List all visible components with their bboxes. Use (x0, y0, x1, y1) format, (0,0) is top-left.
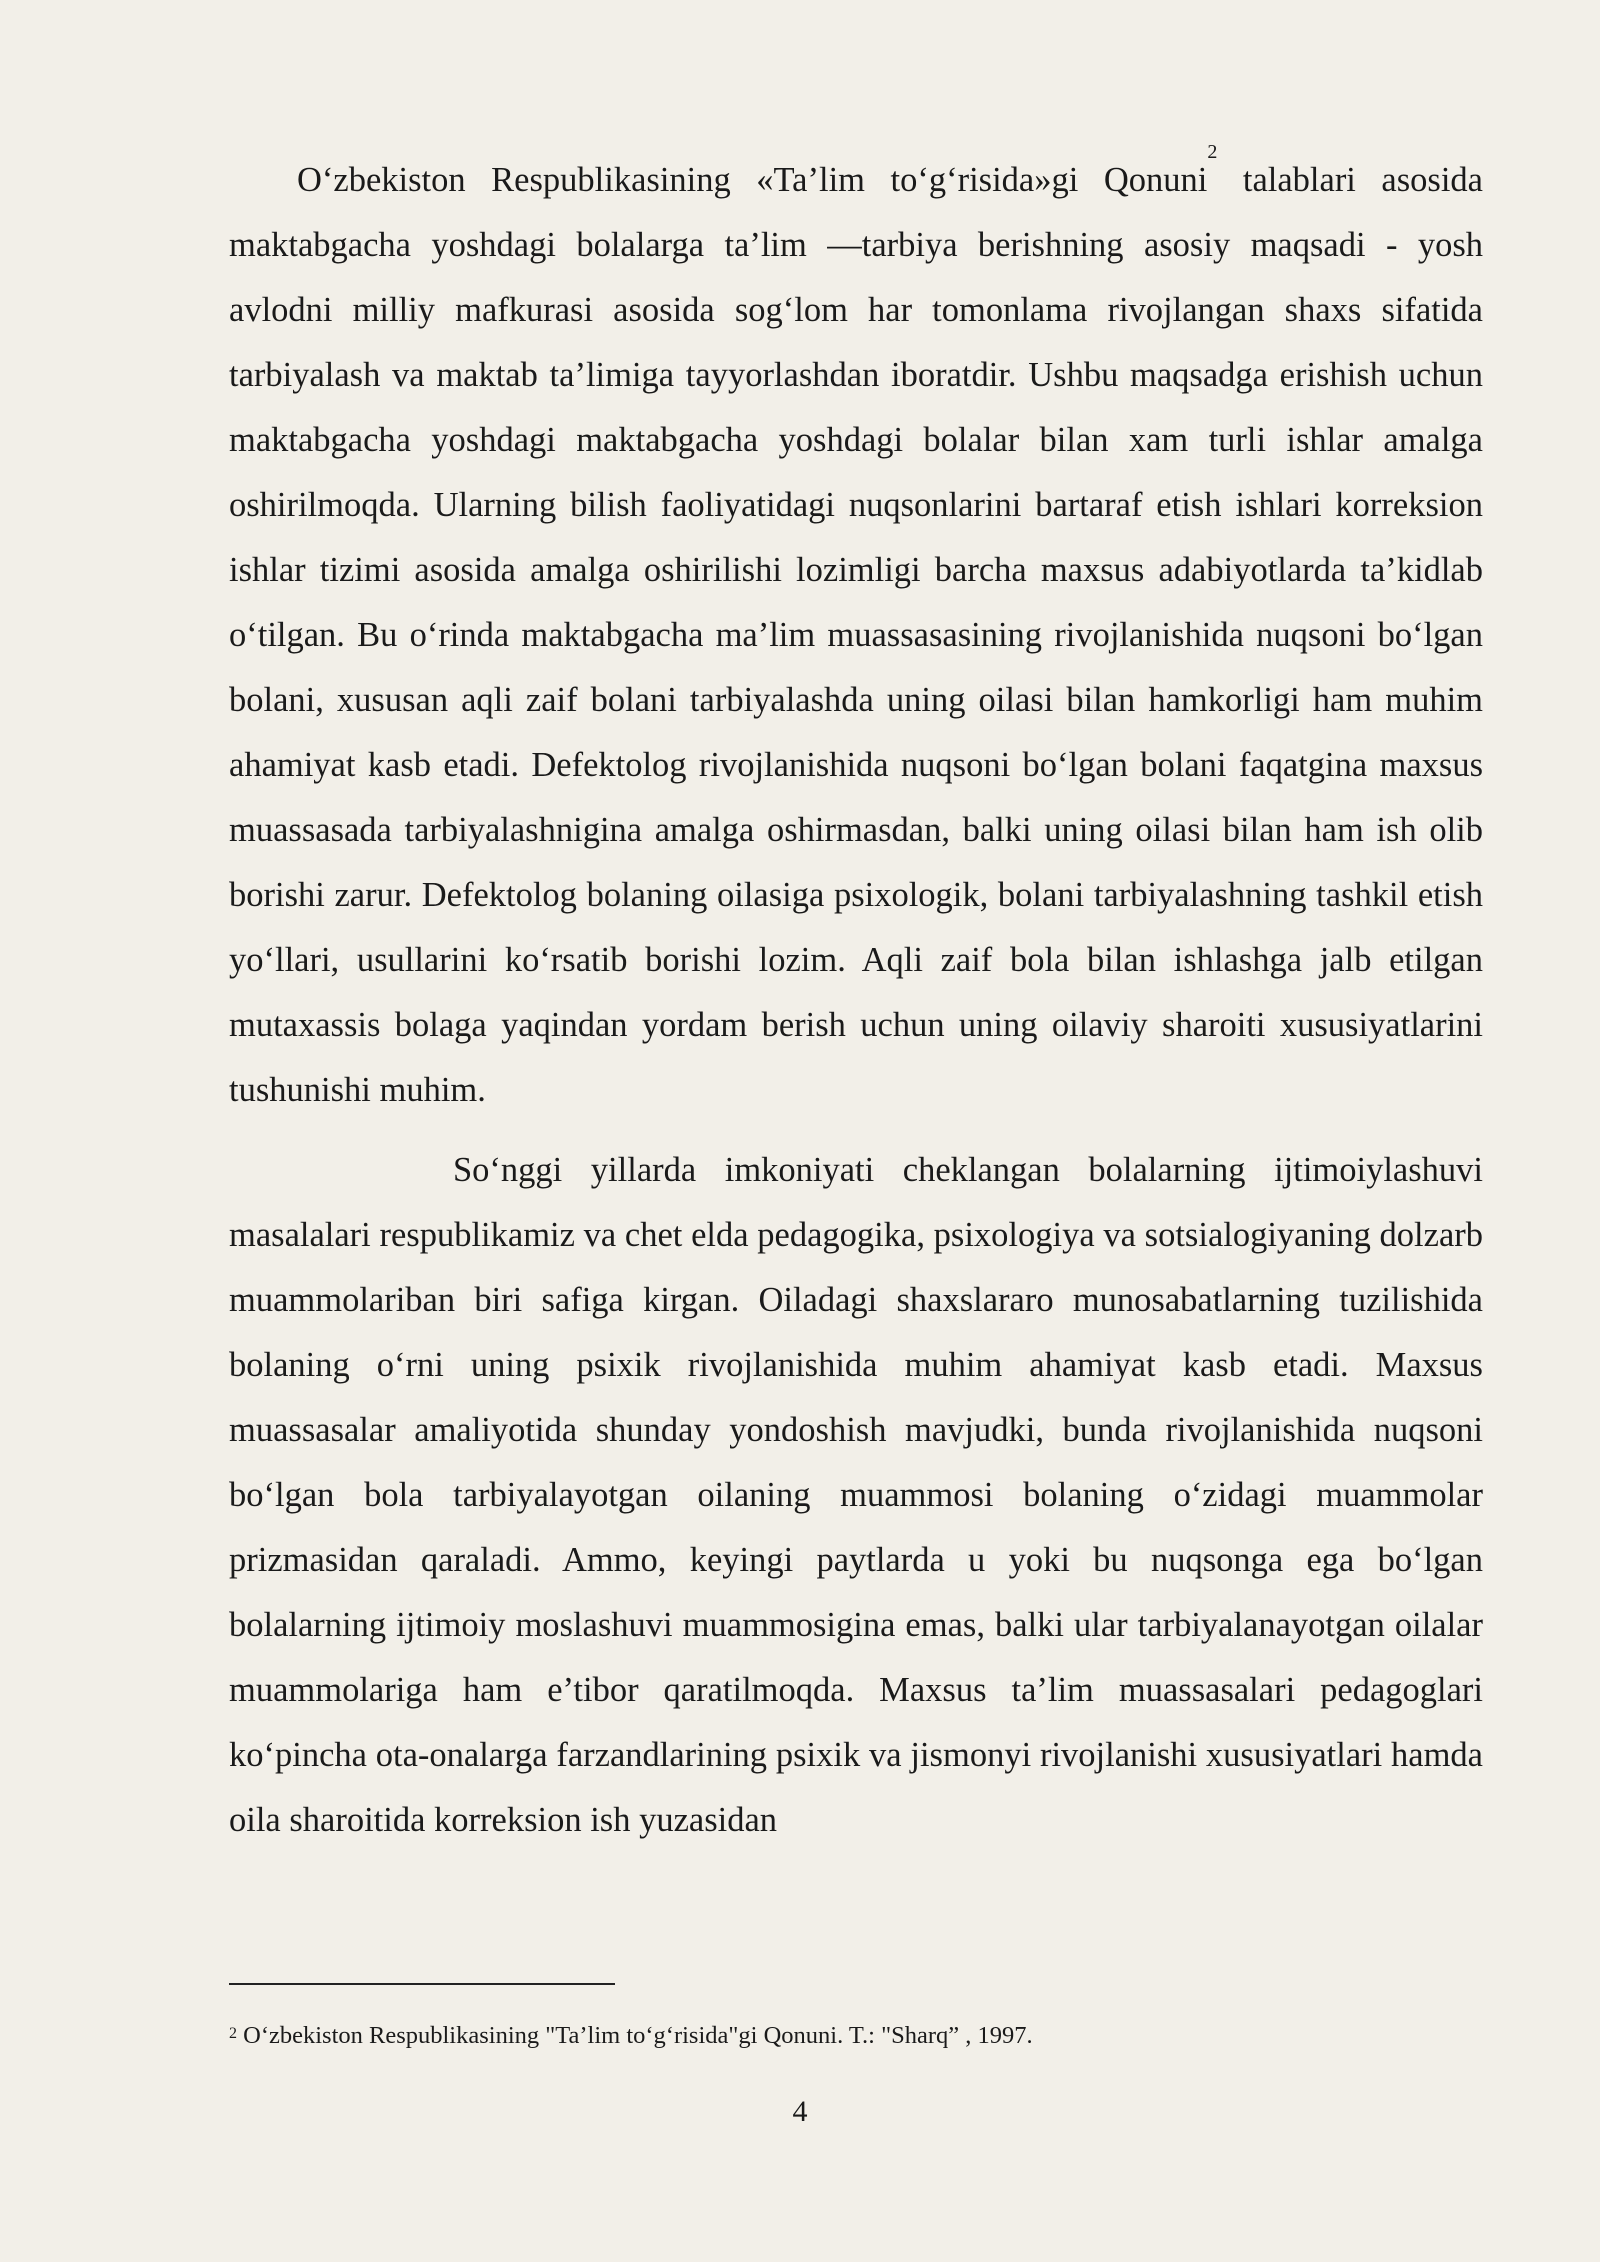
footnote (229, 2020, 1483, 2052)
paragraph-1-text-start: O‘zbekiston Respublikasining «Ta’lim to‘g‘risida»gi Qonuni (297, 161, 1208, 199)
page-number: 4 (792, 2095, 808, 2128)
footnote-separator (229, 1983, 615, 1985)
footnote-text: O‘zbekiston Respublikasining "Ta’lim to‘g‘risida"gi Qonuni. T.: "Sharq” , 1997. (237, 2022, 1033, 2049)
paragraph-1-text-rest: talablari asosida maktabgacha yoshdagi bolalarga ta’lim —tarbiya berishning asosiy maqsadi - yosh avlodni milliy mafkurasi asosida sog‘lom har tomonlama rivojlangan shaxs sifatida tarbiyalash va maktab ta’limiga tayyorlashdan iboratdir. Ushbu maqsadga erishish uchun maktabgacha yoshdagi maktabgacha yoshdagi bolalar bilan xam turli ishlar amalga oshirilmoqda. Ularning bilish faoliyatidagi nuqsonlarini bartaraf etish ishlari korreksion ishlar tizimi asosida amalga oshirilishi lozimligi barcha maxsus adabiyotlarda ta’kidlab o‘tilgan. Bu o‘rinda maktabgacha ma’lim muassasasining rivojlanishida nuqsoni bo‘lgan bolani, xususan aqli zaif bolani tarbiyalashda uning oilasi bilan hamkorligi ham muhim ahamiyat kasb etadi. Defektolog rivojlanishida nuqsoni bo‘lgan bolani faqatgina maxsus muassasada tarbiyalashnigina amalga oshirmasdan, balki uning oilasi bilan ham ish olib borishi zarur. Defektolog bolaning oilasiga psixologik, bolani tarbiyalashning tashkil etish yo‘llari, usullarini ko‘rsatib borishi lozim. Aqli zaif bola bilan ishlashga jalb etilgan mutaxassis bolaga yaqindan yordam berish uchun uning oilaviy sharoiti xususiyatlarini tushunishi muhim. (229, 161, 1483, 1109)
footnote-reference[interactable]: 2 (1207, 141, 1218, 163)
paragraph-2: So‘nggi yillarda imkoniyati cheklangan bolalarning ijtimoiylashuvi masalalari respublikamiz va chet elda pedagogika, psixologiya va sotsialogiyaning dolzarb muammolariban biri safiga kirgan. Oiladagi shaxslararo munosabatlarning tuzilishida bolaning o‘rni uning psixik rivojlanishida muhim ahamiyat kasb etadi. Maxsus muassasalar amaliyotida shunday yondoshish mavjudki, bunda rivojlanishida nuqsoni bo‘lgan bola tarbiyalayotgan oilaning muammosi bolaning o‘zidagi muammolar prizmasidan qaraladi. Ammo, keyingi paytlarda u yoki bu nuqsonga ega bo‘lgan bolalarning ijtimoiy moslashuvi muammosigina emas, balki ular tarbiyalanayotgan oilalar muammolariga ham e’tibor qaratilmoqda. Maxsus ta’lim muassasalari pedagoglari ko‘pincha ota-onalarga farzandlarining psixik va jismonyi rivojlanishi xususiyatlari hamda oila sharoitida korreksion ish yuzasidan (229, 1151, 1483, 1839)
footnote-mark: 2 (229, 2025, 237, 2042)
page-body (229, 141, 1483, 1853)
paragraph-1 (229, 141, 1483, 1123)
